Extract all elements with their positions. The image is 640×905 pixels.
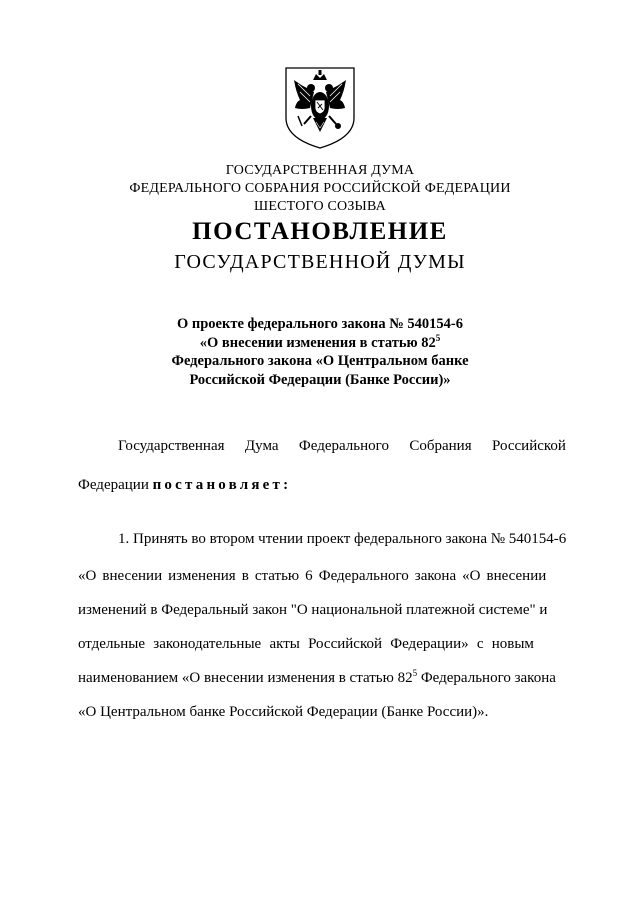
preamble-word: Собрания — [409, 438, 472, 454]
coat-of-arms-icon — [280, 62, 360, 152]
item1-line-4: отдельные законодательные акты Российской Федерации» с новым — [78, 636, 534, 652]
subject-superscript: 5 — [435, 332, 441, 343]
resolves-word: постановляет: — [152, 477, 292, 493]
item1-line-5-text: наименованием «О внесении изменения в статью 82 — [78, 670, 413, 686]
document-title: ПОСТАНОВЛЕНИЕ — [192, 218, 448, 245]
subject-line-2-text: «О внесении изменения в статью 82 — [199, 334, 436, 351]
preamble-word: Российской — [492, 438, 566, 454]
item1-line-5 — [78, 670, 566, 687]
preamble-word: Дума — [244, 438, 279, 454]
item1-line-5-tail: Федерального закона — [417, 670, 556, 686]
subject-line-4: Российской Федерации (Банке России)» — [189, 371, 451, 388]
issuer-line-2: ФЕДЕРАЛЬНОГО СОБРАНИЯ РОССИЙСКОЙ ФЕДЕРАЦИИ — [129, 181, 511, 196]
preamble-word: Государственная — [118, 438, 225, 454]
item1-superscript: 5 — [412, 668, 418, 678]
subject-line-1: О проекте федерального закона № 540154-6 — [176, 316, 464, 332]
subject-line-2 — [0, 334, 640, 353]
issuer-line-1: ГОСУДАРСТВЕННАЯ ДУМА — [225, 163, 415, 178]
document-subtitle: ГОСУДАРСТВЕННОЙ ДУМЫ — [174, 251, 466, 273]
subject-line-3: Федерального закона «О Центральном банке — [171, 353, 469, 369]
preamble-word: Федерального — [298, 438, 389, 454]
preamble-line-1 — [118, 438, 566, 455]
preamble-line-2 — [78, 477, 566, 494]
item1-line-1: 1. Принять во втором чтении проект федерального закона № 540154-6 — [118, 531, 567, 547]
preamble-line-2-text: Федерации — [78, 477, 153, 493]
item1-line-2: «О внесении изменения в статью 6 Федерального закона «О внесении — [78, 568, 547, 584]
document-subject — [0, 315, 640, 389]
item1-line-3: изменений в Федеральный закон "О национальной платежной системе" и — [78, 602, 548, 618]
issuer-header — [0, 162, 640, 216]
issuer-line-3: ШЕСТОГО СОЗЫВА — [254, 199, 386, 214]
item1-line-6: «О Центральном банке Российской Федерации (Банке России)». — [78, 704, 489, 720]
